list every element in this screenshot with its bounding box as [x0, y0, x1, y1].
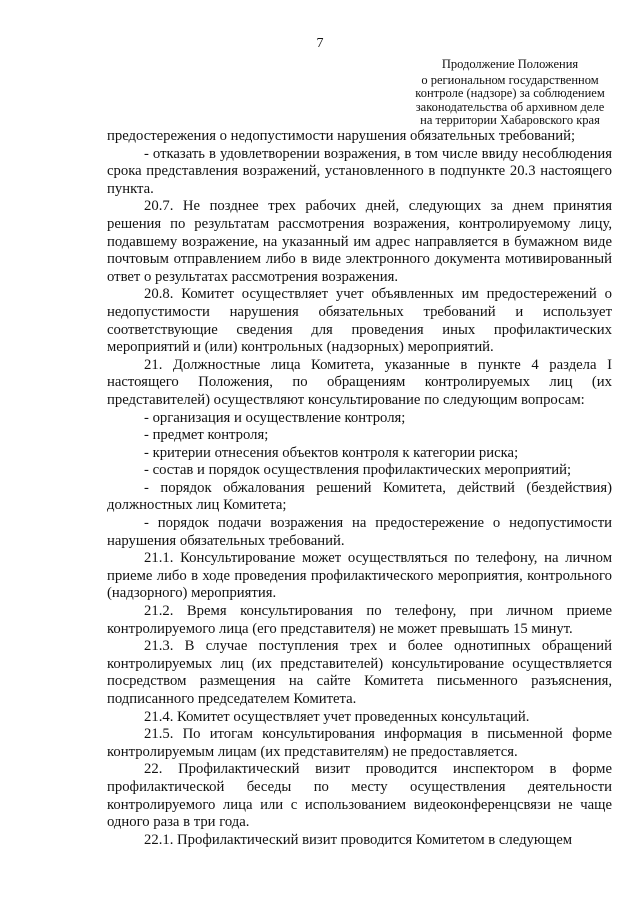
paragraph: 21.5. По итогам консультирования информация в письменной форме контролируемым лицам (их представителям) не предоставляется.: [107, 726, 612, 760]
paragraph: предостережения о недопустимости нарушения обязательных требований;: [107, 128, 576, 144]
list-item: - критерии отнесения объектов контроля к категории риска;: [144, 444, 519, 461]
paragraph: 20.8. Комитет осуществляет учет объявленных им предостережений о недопустимости нарушения обязательных требований и использует соответствующие сведения для проведения иных профилактических мероприятий и (или) контрольных (надзорных) мероприятий.: [107, 286, 612, 356]
page-number: 7: [316, 36, 324, 51]
paragraph: 21. Должностные лица Комитета, указанные в пункте 4 раздела I настоящего Положения, по обращениям контролируемых лиц (их представителей) осуществляют консультирование по следующим вопросам:: [107, 356, 612, 408]
paragraph: 22. Профилактический визит проводится инспектором в форме профилактической беседы по месту осуществления деятельности контролируемого лица или с использованием видеоконференцсвязи не чаще одного раза в три года.: [107, 761, 612, 831]
paragraph: 22.1. Профилактический визит проводится Комитетом в следующем: [144, 831, 573, 848]
list-item: - порядок подачи возражения на предостережение о недопустимости нарушения обязательных требований.: [107, 515, 612, 549]
header-line: Продолжение Положения: [441, 57, 579, 71]
header-line: контроле (надзоре) за соблюдением: [415, 86, 605, 101]
paragraph: - отказать в удовлетворении возражения, в том числе ввиду несоблюдения срока представления возражений, установленного в подпункте 20.3 настоящего пункта.: [107, 145, 612, 197]
paragraph: 21.4. Комитет осуществляет учет проведенных консультаций.: [144, 708, 530, 725]
list-item: - предмет контроля;: [144, 427, 269, 444]
document-body: [107, 128, 612, 849]
header-line: законодательства об архивном деле: [415, 99, 605, 114]
list-item: - порядок обжалования решений Комитета, действий (бездействия) должностных лиц Комитета;: [107, 479, 612, 514]
list-item: - состав и порядок осуществления профилактических мероприятий;: [144, 462, 572, 479]
paragraph: 21.3. В случае поступления трех и более однотипных обращений контролируемых лиц (их представителей) консультирование осуществляется посредством размещения на сайте Комитета письменного разъяснения, подписанного председателем Комитета.: [107, 638, 612, 707]
header-line: на территории Хабаровского края: [420, 112, 600, 127]
header-line: о региональном государственном: [421, 73, 599, 88]
paragraph: 21.1. Консультирование может осуществляться по телефону, на личном приеме либо в ходе проведения профилактического мероприятия, контрольного (надзорного) мероприятия.: [107, 550, 612, 602]
paragraph: 21.2. Время консультирования по телефону, при личном приеме контролируемого лица (его представителя) не может превышать 15 минут.: [107, 603, 612, 637]
list-item: - организация и осуществление контроля;: [144, 409, 406, 426]
document-header: [400, 58, 620, 127]
paragraph: 20.7. Не позднее трех рабочих дней, следующих за днем принятия решения по результатам рассмотрения возражения, контролируемому лицу, подавшему возражение, на указанный им адрес направляется в бумажном виде почтовым отправлением либо в виде электронного документа мотивированный ответ о результатах рассмотрения возражения.: [107, 198, 612, 285]
